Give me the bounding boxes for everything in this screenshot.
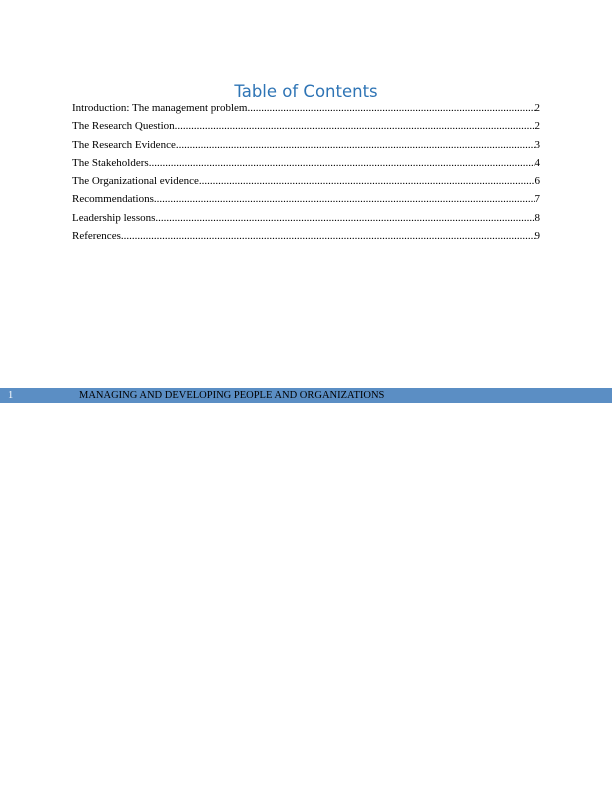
toc-entry-page: 2 <box>534 102 540 114</box>
toc-entry-text: Introduction: The management problem <box>72 102 248 114</box>
toc-entry-organizational-evidence[interactable] <box>72 175 540 193</box>
toc-entry-text: The Organizational evidence <box>72 175 199 188</box>
toc-entry-page: 7 <box>534 193 540 206</box>
toc-entry-page: 2 <box>534 120 540 133</box>
toc-dot-leader <box>154 193 535 205</box>
toc-entry-page: 9 <box>534 230 540 243</box>
toc-title: Table of Contents <box>234 82 378 101</box>
toc-entry-text: Recommendations <box>72 193 154 206</box>
toc-dot-leader <box>199 175 535 187</box>
toc-dot-leader <box>176 139 535 151</box>
toc-entry-leadership-lessons[interactable] <box>72 212 540 230</box>
toc-entry-text: Leadership lessons <box>72 211 156 224</box>
toc-entry-recommendations[interactable] <box>72 193 540 211</box>
toc-entry-page: 8 <box>534 211 540 224</box>
toc-entry-page: 6 <box>534 175 540 188</box>
toc-list <box>72 102 540 248</box>
toc-entry-text: The Research Evidence <box>72 138 176 151</box>
running-head: MANAGING AND DEVELOPING PEOPLE AND ORGANIZATIONS <box>79 390 385 401</box>
toc-entry-text: The Stakeholders <box>72 156 149 169</box>
toc-dot-leader <box>149 157 535 169</box>
toc-dot-leader <box>155 212 534 224</box>
toc-entry-page: 3 <box>534 138 540 151</box>
toc-entry-references[interactable] <box>72 230 540 248</box>
toc-dot-leader <box>121 230 535 242</box>
toc-entry-research-question[interactable] <box>72 120 540 138</box>
toc-entry-research-evidence[interactable] <box>72 139 540 157</box>
toc-entry-stakeholders[interactable] <box>72 157 540 175</box>
toc-entry-introduction[interactable] <box>72 102 540 120</box>
page-header-band <box>0 388 612 403</box>
toc-entry-text: References <box>72 230 121 243</box>
page-number: 1 <box>8 390 14 401</box>
toc-dot-leader <box>247 102 534 114</box>
toc-entry-text: The Research Question <box>72 120 175 133</box>
toc-dot-leader <box>175 120 535 132</box>
toc-entry-page: 4 <box>534 156 540 169</box>
